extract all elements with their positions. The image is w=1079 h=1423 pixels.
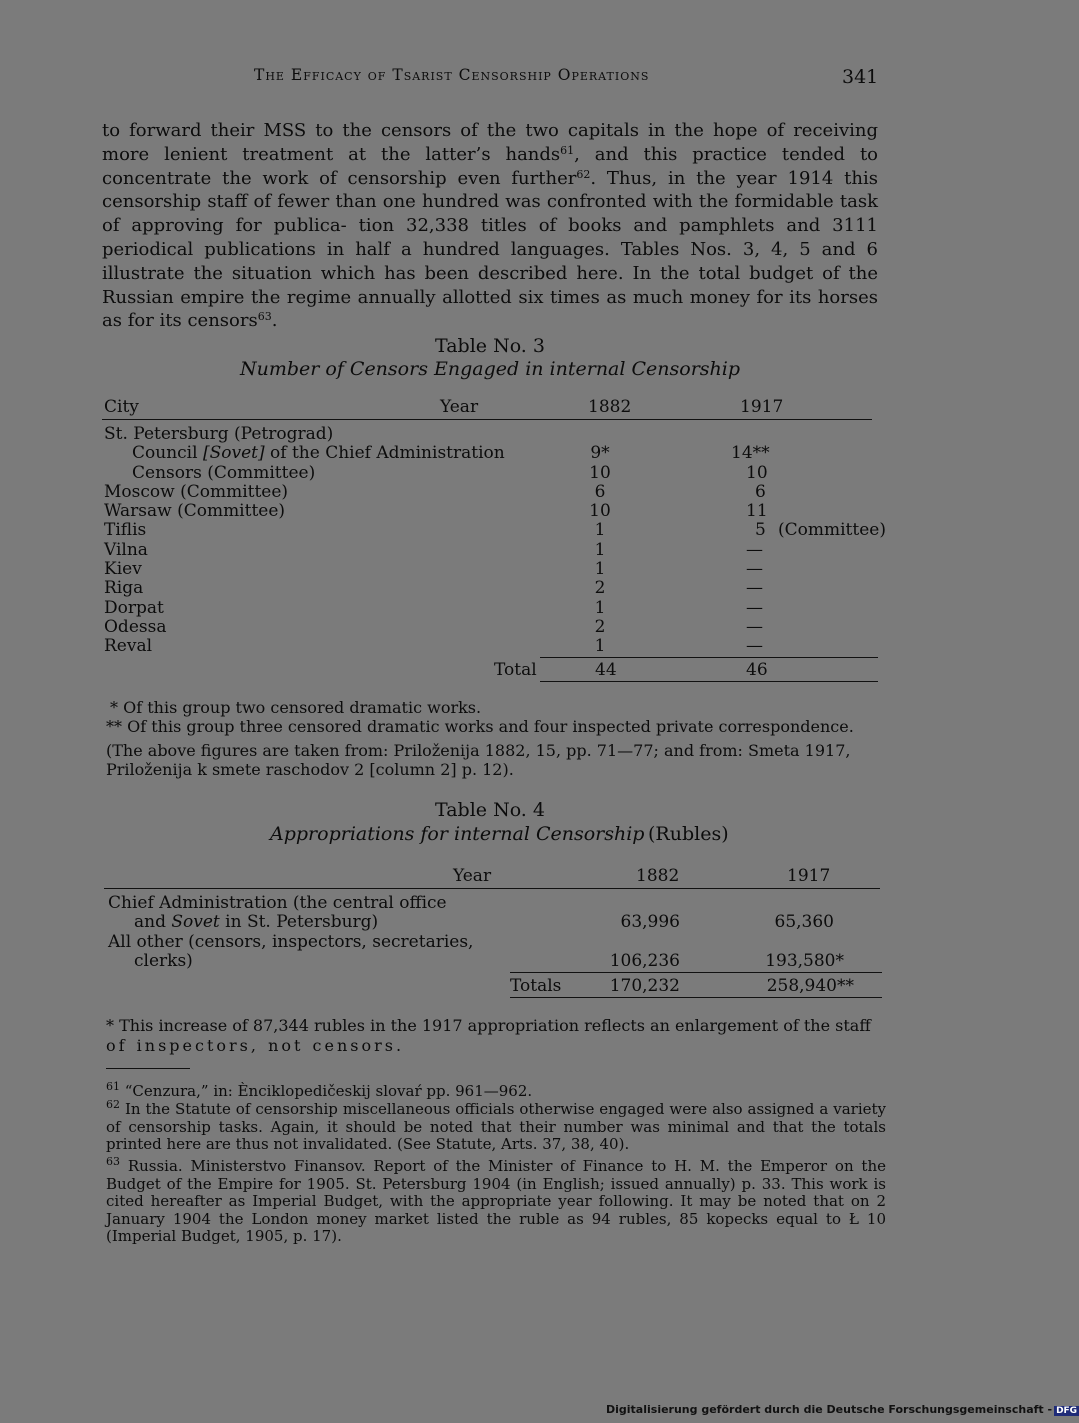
table-cell-1882: 1	[594, 540, 606, 560]
table-cell-1882: 1	[594, 598, 606, 618]
table-row-label: Odessa	[104, 617, 167, 637]
table-cell-1882: 1	[594, 520, 606, 540]
table-row-label: Dorpat	[104, 598, 164, 618]
table-cell-1917: 10	[746, 463, 768, 483]
table3-total-1882: 44	[595, 660, 617, 680]
table-row-label: St. Petersburg (Petrograd)	[104, 424, 334, 444]
table3-header-rule	[102, 419, 872, 420]
table4-totals-label: Totals	[510, 976, 562, 996]
table-cell-note: (Committee)	[778, 520, 886, 540]
table-row-label: Chief Administration (the central office	[108, 893, 447, 913]
table4-col-1882: 1882	[636, 866, 680, 886]
table3-source: Priloženija k smete raschodov 2 [column 2] p. 12).	[106, 760, 514, 779]
table-cell-1917: —	[746, 540, 763, 560]
footnote-ref: 63	[257, 310, 272, 324]
table4-col-year: Year	[453, 866, 492, 886]
body-text: six times as much money for its horses as for its censors	[102, 286, 878, 332]
table-cell-1882: 63,996	[620, 912, 680, 932]
table3-note: ** Of this group three censored dramatic works and four inspected private correspondence.	[106, 717, 854, 736]
table-cell-1882: 106,236	[609, 951, 680, 971]
table-cell-1917: 193,580*	[765, 951, 844, 971]
table4-note: of inspectors, not censors.	[106, 1036, 405, 1055]
footnote-62: $^{62}$ In the Statute of censorship miscellaneous officials otherwise engaged were also assigned a variety of censorship tasks. Again, it should be noted that their number was minimal and that the totals printed here are thus not invalidated. (See Statute, Arts. 37, 38, 40).	[106, 1098, 886, 1153]
body-text: .	[271, 310, 278, 332]
table-row-label: Kiev	[104, 559, 142, 579]
table-row-label: Tiflis	[104, 520, 147, 540]
footnote-separator	[106, 1068, 190, 1069]
table4-header-rule	[104, 888, 880, 889]
dfg-logo-icon: DFG	[1056, 1406, 1078, 1416]
table-row-label: Warsaw (Committee)	[104, 501, 286, 521]
table-cell-1882: 2	[594, 578, 606, 598]
table-row-label: clerks)	[134, 951, 193, 971]
table4-totals-1882: 170,232	[609, 976, 680, 996]
table-cell-1917: —	[746, 559, 763, 579]
table-cell-1917: 11	[746, 501, 768, 521]
table-row-label: Vilna	[104, 540, 148, 560]
body-text: . Thus, in the year 1914 this censorship staff of fewer	[102, 167, 878, 213]
table3-col-1917: 1917	[740, 397, 784, 417]
table-cell-1882: 6	[594, 482, 606, 502]
table4-bottom-rule	[510, 997, 882, 998]
table4-total-rule	[510, 972, 882, 973]
table3-total-label: Total	[494, 660, 537, 680]
table4-note: * This increase of 87,344 rubles in the 1917 appropriation reflects an enlargement of the staff	[106, 1016, 871, 1035]
footnote-61: $^{61}$ “Cenzura,” in: Ènciklopedičeskij slovaŕ pp. 961—962.	[106, 1080, 533, 1100]
table3-title: Table No. 3	[435, 335, 545, 357]
table3-note: * Of this group two censored dramatic works.	[110, 698, 482, 717]
table-cell-1882: 10	[589, 463, 611, 483]
footnote-63: $^{63}$ Russia. Ministerstvo Finansov. Report of the Minister of Finance to H. M. the Emperor on the Budget of the Empire for 1905. St. Petersburg 1904 (in English; issued annually) p. 33. This work is cited hereafter as Imperial Budget, with the appropriate year following. It may be noted that on 2 January 1904 the London money market listed the ruble as 94 rubles, 85 kopecks equal to Ł 10 (Imperial Budget, 1905, p. 17).	[106, 1155, 886, 1245]
body-text: to forward their MSS to the censors of the two capitals in the hope of receiving more	[102, 120, 878, 165]
table-row-label: All other (censors, inspectors, secretaries,	[108, 932, 474, 952]
table-cell-1882: 2	[594, 617, 606, 637]
table4-title: Table No. 4	[435, 799, 545, 821]
table-row-label: Reval	[104, 636, 153, 656]
page-number: 341	[842, 66, 879, 88]
table4-unit: (Rubles)	[648, 823, 729, 845]
body-paragraph	[102, 119, 878, 333]
table-cell-1917: —	[746, 578, 763, 598]
table-cell-1917: —	[746, 617, 763, 637]
table3-total-rule	[540, 657, 878, 658]
table3-col-city: City	[104, 397, 139, 417]
table-row-label: Censors (Committee)	[132, 463, 316, 483]
body-text: hundred languages. Tables Nos. 3, 4, 5 and 6 illustrate the situation which has been	[102, 238, 878, 284]
footnote-ref: 61	[560, 143, 575, 157]
table-cell-1882: 1	[594, 559, 606, 579]
table-cell-1917: 6	[755, 482, 766, 502]
table-cell-1917: 14**	[731, 443, 770, 463]
footnote-ref: 62	[576, 167, 591, 181]
table-cell-1917: 65,360	[774, 912, 834, 932]
table3-total-1917: 46	[746, 660, 768, 680]
table-row-label: Moscow (Committee)	[104, 482, 289, 502]
body-text: than one hundred was confronted with the formidable task of approving for publica-	[102, 191, 878, 237]
table4-col-1917: 1917	[787, 866, 831, 886]
table3-bottom-rule	[540, 681, 878, 682]
table3-subtitle: Number of Censors Engaged in internal Censorship	[239, 358, 741, 380]
body-text: lenient treatment at the latter’s hands	[164, 143, 561, 165]
table-cell-1882: 9*	[590, 443, 610, 463]
table-row-label: Council [Sovet] of the Chief Administration	[132, 443, 505, 463]
table-cell-1882: 10	[589, 501, 611, 521]
body-text: described here. In the total budget of the Russian empire the regime annually allotted	[102, 262, 878, 308]
table-row-label: and Sovet in St. Petersburg)	[134, 912, 379, 932]
table-row-label: Riga	[104, 578, 144, 598]
digitization-banner: Digitalisierung gefördert durch die Deutsche Forschungsgemeinschaft - DFG	[606, 1403, 1078, 1416]
running-header: The Efficacy of Tsarist Censorship Operations	[254, 66, 650, 84]
table-cell-1917: —	[746, 598, 763, 618]
table3-source: (The above figures are taken from: Priloženija 1882, 15, pp. 71—77; and from: Smeta 1917,	[106, 741, 851, 760]
table4-subtitle: Appropriations for internal Censorship	[270, 823, 645, 845]
table-cell-1917: —	[746, 636, 763, 656]
table-cell-1917: 5	[755, 520, 766, 540]
table3-col-year: Year	[440, 397, 479, 417]
table3-col-1882: 1882	[588, 397, 632, 417]
body-text: tion 32,338 titles of books and pamphlets and 3111 periodical publications in half a	[102, 215, 878, 260]
table-cell-1882: 1	[594, 636, 606, 656]
body-text: work of censorship even further	[262, 167, 577, 189]
table4-totals-1917: 258,940**	[766, 976, 854, 996]
body-text: , and this practice tended to concentrate the	[102, 143, 879, 189]
